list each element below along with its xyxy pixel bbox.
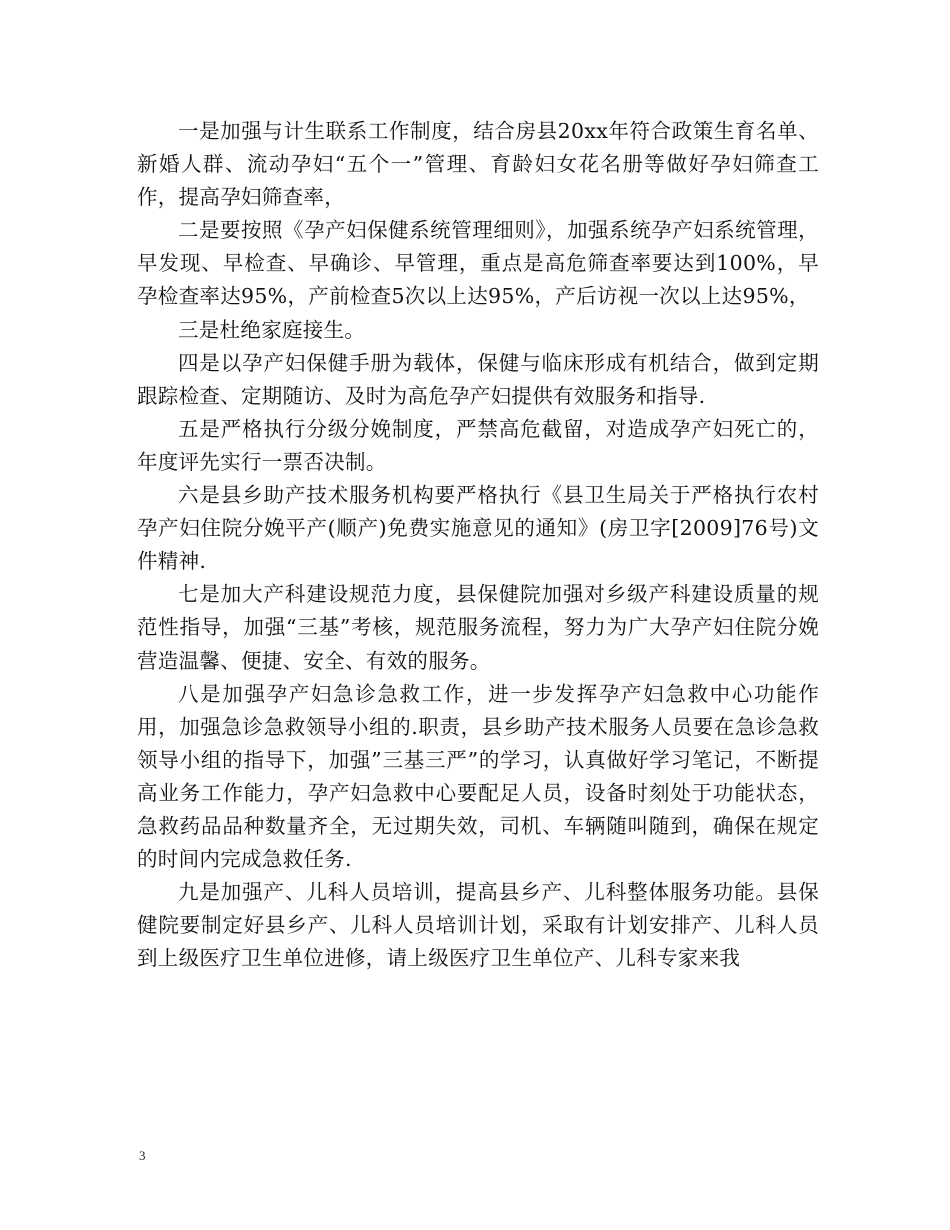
paragraph-1: 一是加强与计生联系工作制度，结合房县20xx年符合政策生育名单、新婚人群、流动孕妇“五个一”管理、育龄妇女花名册等做好孕妇筛查工作，提高孕妇筛查率，: [137, 119, 819, 210]
paragraph-7: 七是加大产科建设规范力度，县保健院加强对乡级产科建设质量的规范性指导，加强“三基”考核，规范服务流程，努力为广大孕产妇住院分娩营造温馨、便捷、安全、有效的服务。: [137, 582, 819, 673]
body-text: [137, 115, 819, 975]
paragraph-2: 二是要按照《孕产妇保健系统管理细则》，加强系统孕产妇系统管理，早发现、早检查、早确诊、早管理，重点是高危筛查率要达到100%，早孕检查率达95%，产前检查5次以上达95%，产后访视一次以上达95%，: [137, 218, 819, 309]
paragraph-5: 五是严格执行分级分娩制度，严禁高危截留，对造成孕产妇死亡的，年度评先实行一票否决制。: [137, 416, 819, 474]
page-number: 3: [139, 1148, 146, 1163]
paragraph-4: 四是以孕产妇保健手册为载体，保健与临床形成有机结合，做到定期跟踪检查、定期随访、及时为高危孕产妇提供有效服务和指导.: [137, 350, 819, 408]
paragraph-6: 六是县乡助产技术服务机构要严格执行《县卫生局关于严格执行农村孕产妇住院分娩平产(顺产)免费实施意见的通知》(房卫字[2009]76号)文件精神.: [137, 483, 819, 574]
paragraph-8: 八是加强孕产妇急诊急救工作，进一步发挥孕产妇急救中心功能作用，加强急诊急救领导小组的.职责，县乡助产技术服务人员要在急诊急救领导小组的指导下，加强”三基三严”的学习，认真做好学习笔记，不断提高业务工作能力，孕产妇急救中心要配足人员，设备时刻处于功能状态，急救药品品种数量齐全，无过期失效，司机、车辆随叫随到，确保在规定的时间内完成急救任务.: [137, 681, 819, 872]
paragraph-3: 三是杜绝家庭接生。: [178, 317, 366, 342]
paragraph-9: 九是加强产、儿科人员培训，提高县乡产、儿科整体服务功能。县保健院要制定好县乡产、儿科人员培训计划，采取有计划安排产、儿科人员到上级医疗卫生单位进修，请上级医疗卫生单位产、儿科专家来我: [137, 880, 819, 971]
